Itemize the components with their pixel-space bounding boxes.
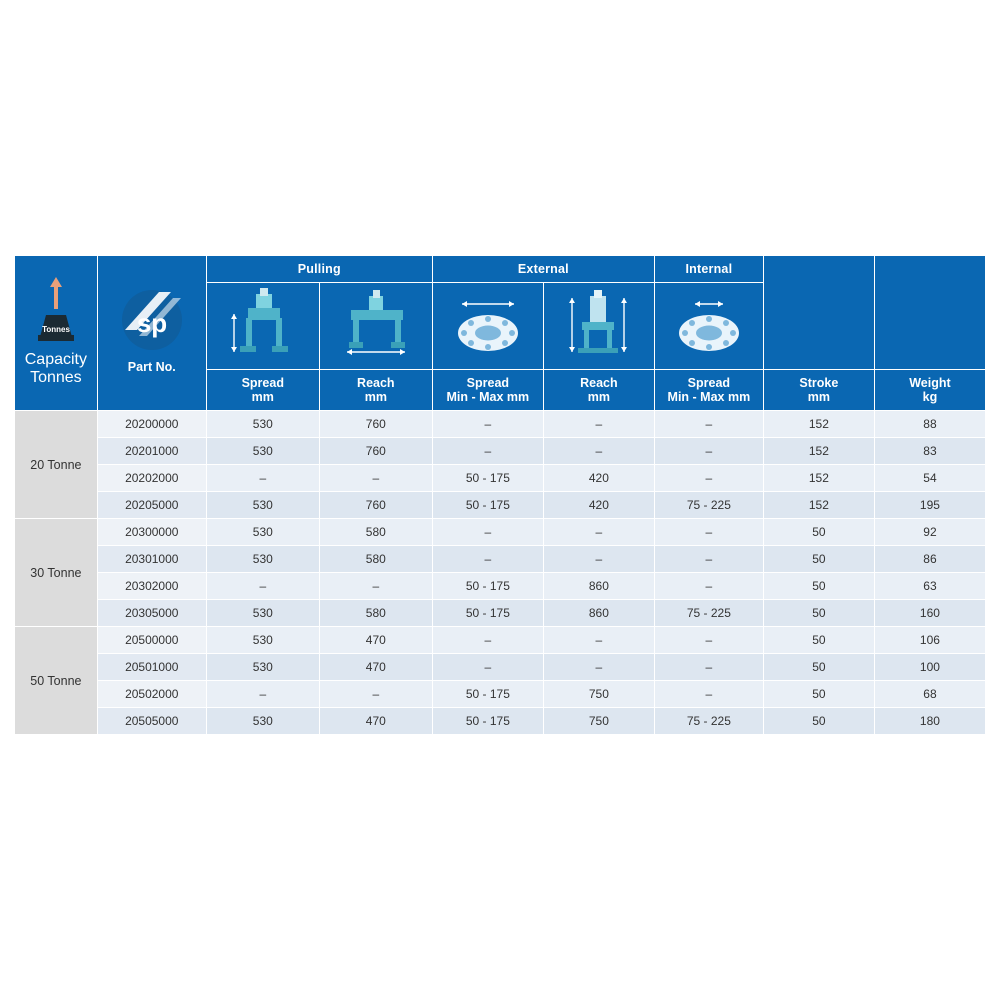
weight: 54 bbox=[874, 465, 985, 492]
internal-spread: – bbox=[654, 411, 763, 438]
stroke: 50 bbox=[763, 681, 874, 708]
external-spread: 50 - 175 bbox=[432, 708, 543, 735]
external-reach: 420 bbox=[543, 492, 654, 519]
table-row bbox=[15, 708, 986, 735]
group-header-blank-stroke bbox=[763, 256, 874, 370]
external-spread: 50 - 175 bbox=[432, 492, 543, 519]
pulling-reach: 470 bbox=[319, 708, 432, 735]
external-spread: 50 - 175 bbox=[432, 681, 543, 708]
external-spread: – bbox=[432, 654, 543, 681]
group-header-external: External bbox=[432, 256, 654, 283]
pulling-reach: 580 bbox=[319, 600, 432, 627]
internal-spread: – bbox=[654, 546, 763, 573]
part-number: 20301000 bbox=[97, 546, 206, 573]
tonnes-weight-icon bbox=[28, 273, 84, 351]
external-reach: – bbox=[543, 411, 654, 438]
sp-logo-icon bbox=[115, 286, 189, 360]
subheader-external-spread-l1: Spread bbox=[466, 376, 510, 390]
pulling-reach: 760 bbox=[319, 438, 432, 465]
table-row bbox=[15, 573, 986, 600]
pulling-reach: 580 bbox=[319, 546, 432, 573]
specification-table bbox=[14, 255, 986, 735]
external-spread: 50 - 175 bbox=[432, 465, 543, 492]
subheader-weight-l1: Weight bbox=[909, 376, 951, 390]
table-row bbox=[15, 492, 986, 519]
subheader-external-reach bbox=[543, 370, 654, 411]
external-reach-illustration-cell bbox=[543, 283, 654, 370]
pulling-spread: – bbox=[206, 573, 319, 600]
svg-text:Tonnes: Tonnes bbox=[41, 325, 70, 334]
external-reach: 420 bbox=[543, 465, 654, 492]
external-reach: – bbox=[543, 654, 654, 681]
part-number: 20305000 bbox=[97, 600, 206, 627]
table-row bbox=[15, 519, 986, 546]
table-row bbox=[15, 654, 986, 681]
stroke: 152 bbox=[763, 411, 874, 438]
part-number: 20201000 bbox=[97, 438, 206, 465]
external-reach: – bbox=[543, 438, 654, 465]
weight: 86 bbox=[874, 546, 985, 573]
pulling-spread: 530 bbox=[206, 600, 319, 627]
internal-spread-illustration-cell bbox=[654, 283, 763, 370]
part-number: 20501000 bbox=[97, 654, 206, 681]
part-no-header-label: Part No. bbox=[127, 360, 176, 374]
pulling-spread: 530 bbox=[206, 411, 319, 438]
internal-spread: 75 - 225 bbox=[654, 492, 763, 519]
pulling-reach: 470 bbox=[319, 654, 432, 681]
stroke: 50 bbox=[763, 546, 874, 573]
pulling-spread: 530 bbox=[206, 492, 319, 519]
subheader-pulling-spread bbox=[206, 370, 319, 411]
pulling-reach-illustration-cell bbox=[319, 283, 432, 370]
subheader-external-reach-l1: Reach bbox=[580, 376, 618, 390]
pulling-reach: 760 bbox=[319, 492, 432, 519]
internal-spread: – bbox=[654, 627, 763, 654]
stroke: 152 bbox=[763, 438, 874, 465]
external-spread-illustration-cell bbox=[432, 283, 543, 370]
weight: 180 bbox=[874, 708, 985, 735]
weight: 106 bbox=[874, 627, 985, 654]
internal-spread: – bbox=[654, 681, 763, 708]
subheader-external-spread-l2: Min - Max mm bbox=[446, 390, 530, 404]
subheader-stroke-l2: mm bbox=[807, 390, 830, 404]
subheader-pulling-reach-l1: Reach bbox=[357, 376, 395, 390]
part-number: 20502000 bbox=[97, 681, 206, 708]
table-group-header-row bbox=[15, 256, 986, 283]
part-number: 20202000 bbox=[97, 465, 206, 492]
pulling-reach: – bbox=[319, 573, 432, 600]
table-row bbox=[15, 411, 986, 438]
table-row bbox=[15, 627, 986, 654]
subheader-external-spread bbox=[432, 370, 543, 411]
pulling-spread: 530 bbox=[206, 438, 319, 465]
pulling-reach: – bbox=[319, 465, 432, 492]
stroke: 152 bbox=[763, 492, 874, 519]
pulling-spread: – bbox=[206, 465, 319, 492]
subheader-stroke bbox=[763, 370, 874, 411]
capacity-header-line2: Tonnes bbox=[30, 369, 82, 386]
bearing-internal-icon bbox=[661, 288, 757, 364]
pulling-spread: – bbox=[206, 681, 319, 708]
subheader-internal-spread bbox=[654, 370, 763, 411]
stroke: 50 bbox=[763, 519, 874, 546]
external-spread: – bbox=[432, 519, 543, 546]
table-row bbox=[15, 465, 986, 492]
external-spread: – bbox=[432, 411, 543, 438]
external-reach: – bbox=[543, 627, 654, 654]
subheader-external-reach-l2: mm bbox=[587, 390, 610, 404]
internal-spread: – bbox=[654, 438, 763, 465]
weight: 160 bbox=[874, 600, 985, 627]
internal-spread: – bbox=[654, 573, 763, 600]
capacity-header-line1: Capacity bbox=[24, 351, 87, 368]
external-reach: 860 bbox=[543, 573, 654, 600]
pulling-reach: – bbox=[319, 681, 432, 708]
internal-spread: 75 - 225 bbox=[654, 708, 763, 735]
internal-spread: – bbox=[654, 519, 763, 546]
subheader-weight bbox=[874, 370, 985, 411]
external-spread: – bbox=[432, 546, 543, 573]
pulling-spread: 530 bbox=[206, 654, 319, 681]
weight: 92 bbox=[874, 519, 985, 546]
external-spread: 50 - 175 bbox=[432, 573, 543, 600]
table-row bbox=[15, 546, 986, 573]
external-reach: 860 bbox=[543, 600, 654, 627]
stroke: 50 bbox=[763, 573, 874, 600]
group-header-pulling: Pulling bbox=[206, 256, 432, 283]
puller-reach-icon bbox=[333, 288, 419, 364]
pulling-spread: 530 bbox=[206, 546, 319, 573]
weight: 88 bbox=[874, 411, 985, 438]
stroke: 152 bbox=[763, 465, 874, 492]
part-number: 20302000 bbox=[97, 573, 206, 600]
subheader-internal-spread-l1: Spread bbox=[687, 376, 731, 390]
external-reach: – bbox=[543, 546, 654, 573]
specification-table-container bbox=[14, 255, 986, 735]
stroke: 50 bbox=[763, 654, 874, 681]
pulling-spread: 530 bbox=[206, 627, 319, 654]
part-no-header-cell bbox=[97, 256, 206, 411]
stroke: 50 bbox=[763, 708, 874, 735]
table-row bbox=[15, 681, 986, 708]
pulling-reach: 760 bbox=[319, 411, 432, 438]
puller-spread-icon bbox=[220, 288, 306, 364]
stroke: 50 bbox=[763, 600, 874, 627]
external-reach: – bbox=[543, 519, 654, 546]
subheader-pulling-reach bbox=[319, 370, 432, 411]
table-row bbox=[15, 438, 986, 465]
part-number: 20300000 bbox=[97, 519, 206, 546]
pulling-spread-illustration-cell bbox=[206, 283, 319, 370]
table-row bbox=[15, 600, 986, 627]
external-spread: – bbox=[432, 627, 543, 654]
internal-spread: – bbox=[654, 465, 763, 492]
capacity-label-20: 20 Tonne bbox=[15, 411, 98, 519]
part-number: 20500000 bbox=[97, 627, 206, 654]
external-spread: – bbox=[432, 438, 543, 465]
svg-text:sp: sp bbox=[136, 308, 167, 338]
group-header-internal: Internal bbox=[654, 256, 763, 283]
internal-spread: 75 - 225 bbox=[654, 600, 763, 627]
subheader-pulling-spread-l2: mm bbox=[251, 390, 274, 404]
part-number: 20505000 bbox=[97, 708, 206, 735]
subheader-internal-spread-l2: Min - Max mm bbox=[667, 390, 751, 404]
subheader-weight-l2: kg bbox=[922, 390, 938, 404]
external-reach-icon bbox=[556, 288, 642, 364]
internal-spread: – bbox=[654, 654, 763, 681]
weight: 63 bbox=[874, 573, 985, 600]
external-reach: 750 bbox=[543, 708, 654, 735]
pulling-spread: 530 bbox=[206, 708, 319, 735]
weight: 83 bbox=[874, 438, 985, 465]
part-number: 20205000 bbox=[97, 492, 206, 519]
weight: 68 bbox=[874, 681, 985, 708]
part-number: 20200000 bbox=[97, 411, 206, 438]
stroke: 50 bbox=[763, 627, 874, 654]
external-reach: 750 bbox=[543, 681, 654, 708]
pulling-spread: 530 bbox=[206, 519, 319, 546]
group-header-blank-weight bbox=[874, 256, 985, 370]
weight: 100 bbox=[874, 654, 985, 681]
subheader-pulling-spread-l1: Spread bbox=[241, 376, 284, 390]
capacity-header-cell bbox=[15, 256, 98, 411]
weight: 195 bbox=[874, 492, 985, 519]
bearing-external-icon bbox=[440, 288, 536, 364]
pulling-reach: 580 bbox=[319, 519, 432, 546]
subheader-stroke-l1: Stroke bbox=[799, 376, 839, 390]
capacity-label-50: 50 Tonne bbox=[15, 627, 98, 735]
external-spread: 50 - 175 bbox=[432, 600, 543, 627]
subheader-pulling-reach-l2: mm bbox=[364, 390, 387, 404]
capacity-label-30: 30 Tonne bbox=[15, 519, 98, 627]
pulling-reach: 470 bbox=[319, 627, 432, 654]
